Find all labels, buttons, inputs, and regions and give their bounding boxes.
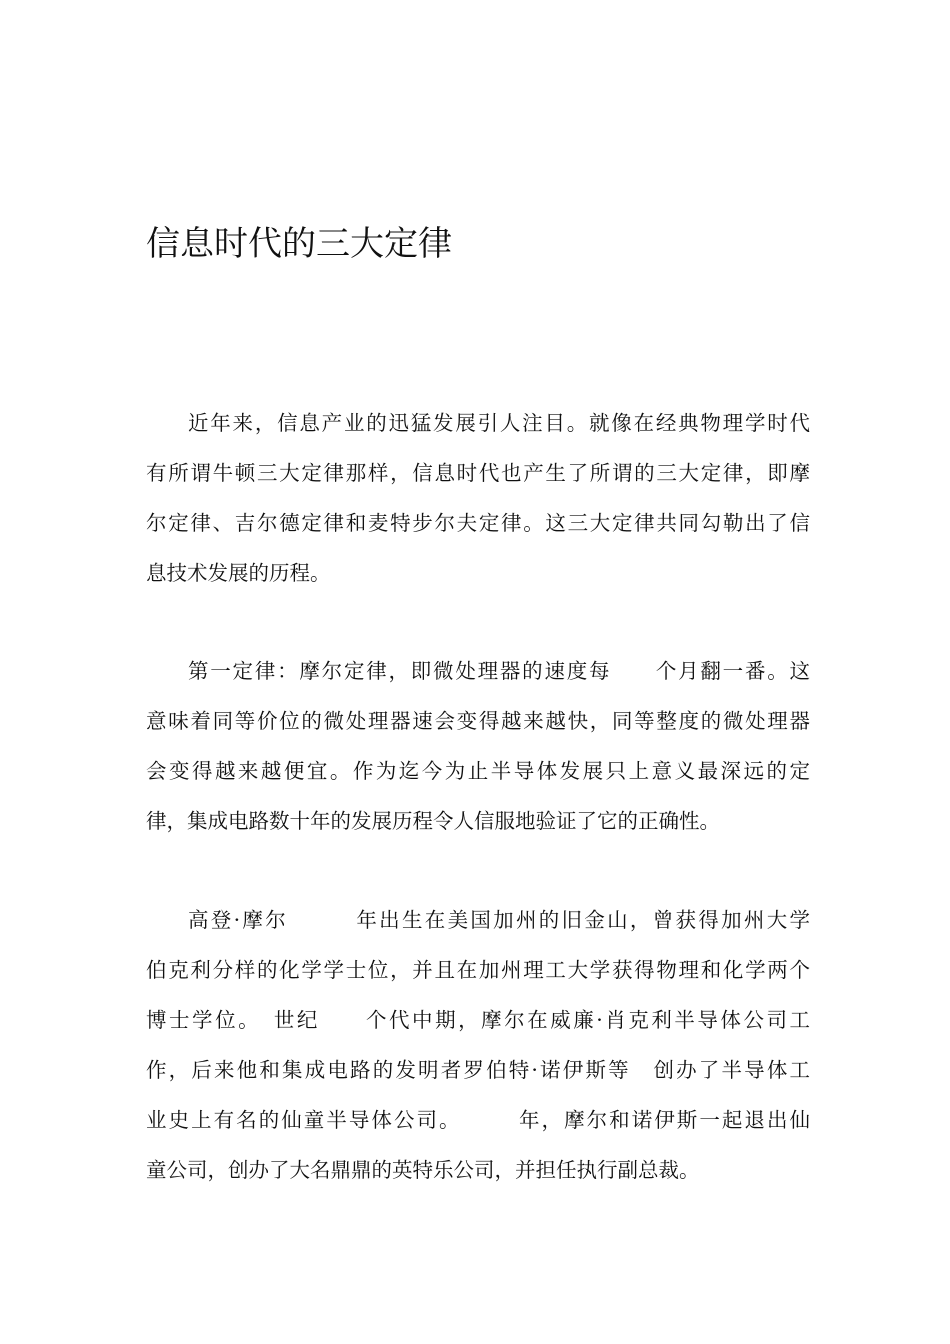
paragraph-line: 近年来，信息产业的迅猛发展引人注目。就像在经典物理学时代	[188, 411, 810, 435]
paragraph-2	[146, 646, 810, 846]
paragraph-line: 作，后来他和集成电路的发明者罗伯特·诺伊斯等 创办了半导体工	[146, 1058, 810, 1082]
paragraph-line: 伯克利分样的化学学士位，并且在加州理工大学获得物理和化学两个	[146, 958, 810, 982]
paragraph-line: 第一定律：摩尔定律，即微处理器的速度每 个月翻一番。这	[188, 659, 810, 683]
paragraph-line: 高登·摩尔 年出生在美国加州的旧金山，曾获得加州大学	[188, 908, 810, 932]
paragraph-line: 尔定律、吉尔德定律和麦特步尔夫定律。这三大定律共同勾勒出了信	[146, 511, 810, 535]
paragraph-line: 律，集成电路数十年的发展历程令人信服地验证了它的正确性。	[146, 809, 720, 833]
paragraph-line: 博士学位。 世纪 个代中期，摩尔在威廉·肖克利半导体公司工	[146, 1008, 810, 1032]
paragraph-line: 业史上有名的仙童半导体公司。 年，摩尔和诺伊斯一起退出仙	[146, 1108, 810, 1132]
paragraph-line: 意味着同等价位的微处理器速会变得越来越快，同等整度的微处理器	[146, 709, 810, 733]
paragraph-line: 有所谓牛顿三大定律那样，信息时代也产生了所谓的三大定律，即摩	[146, 461, 810, 485]
paragraph-line: 息技术发展的历程。	[146, 561, 331, 585]
paragraph-3	[146, 895, 810, 1195]
document-title: 信息时代的三大定律	[146, 224, 452, 264]
paragraph-1	[146, 398, 810, 598]
paragraph-line: 童公司，创办了大名鼎鼎的英特乐公司，并担任执行副总裁。	[146, 1158, 700, 1182]
paragraph-line: 会变得越来越便宜。作为迄今为止半导体发展只上意义最深远的定	[146, 759, 810, 783]
